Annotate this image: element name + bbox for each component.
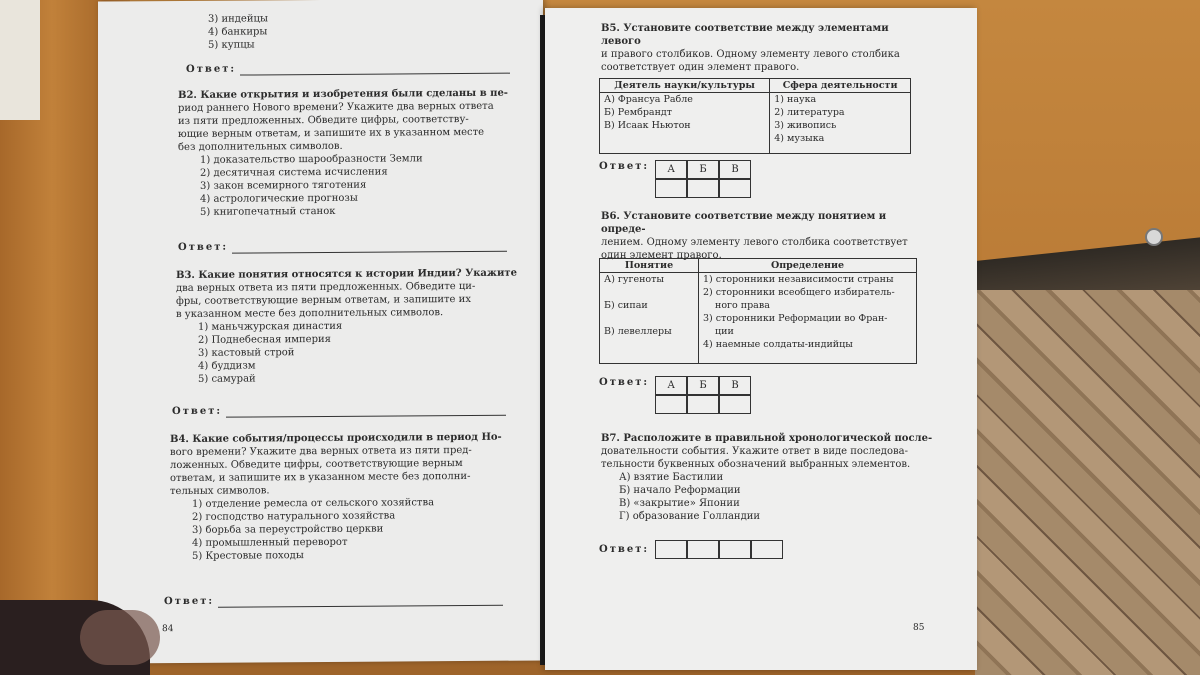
- answer-blank[interactable]: [218, 595, 503, 608]
- question-b7: [601, 432, 941, 523]
- table-cell: ного права: [715, 300, 770, 311]
- question-b5: [601, 22, 931, 74]
- table-cell: А) Франсуа Рабле: [604, 94, 693, 105]
- question-text: один элемент правого.: [601, 250, 722, 261]
- question-b4: [170, 431, 520, 563]
- table-cell: 4) музыка: [774, 133, 825, 144]
- table-cell: 3) живопись: [774, 120, 837, 131]
- option: 5) купцы: [208, 39, 255, 51]
- question-title: В3. Какие понятия относятся к истории Индии? Укажите: [176, 267, 517, 282]
- paper-corner: [0, 0, 40, 120]
- grid-cell[interactable]: [687, 540, 719, 559]
- match-table-b6: [599, 258, 917, 364]
- table-cell: В) левеллеры: [604, 326, 672, 337]
- grid-cell[interactable]: [751, 540, 783, 559]
- option[interactable]: 4) буддизм: [198, 360, 256, 372]
- question-text: без дополнительных символов.: [178, 140, 343, 153]
- answer-label: Ответ:: [178, 241, 229, 253]
- right-page: [545, 8, 977, 670]
- question-text: ответам, и запишите их в указанном месте без дополни-: [170, 470, 471, 485]
- table-cell: А) гугеноты: [604, 274, 664, 285]
- answer-blank[interactable]: [240, 63, 510, 76]
- option[interactable]: 5) Крестовые походы: [192, 550, 304, 562]
- table-cell: Б) Рембрандт: [604, 107, 673, 118]
- table-cell: 2) сторонники всеобщего избиратель-: [703, 287, 895, 298]
- answer-label: Ответ:: [599, 377, 650, 388]
- question-b2: [178, 87, 523, 219]
- grid-letter: А: [655, 160, 687, 179]
- match-table-b5: [599, 78, 911, 154]
- grid-letter: В: [719, 376, 751, 395]
- option[interactable]: 3) кастовый строй: [198, 347, 295, 359]
- question-text: из пяти предложенных. Обведите цифры, соответству-: [178, 113, 469, 127]
- option: Б) начало Реформации: [619, 485, 741, 496]
- answer-blank[interactable]: [232, 241, 507, 254]
- grid-letter: А: [655, 376, 687, 395]
- option[interactable]: 5) книгопечатный станок: [200, 205, 336, 218]
- page-number: 84: [162, 624, 174, 635]
- option[interactable]: 2) Поднебесная империя: [198, 333, 331, 346]
- question-text: В6. Установите соответствие между понятием и опреде-: [601, 211, 887, 235]
- option[interactable]: 1) маньчжурская династия: [198, 320, 343, 333]
- option[interactable]: 5) самурай: [198, 373, 256, 385]
- grid-cell[interactable]: [719, 540, 751, 559]
- answer-blank[interactable]: [226, 405, 506, 418]
- question-title: В2. Какие открытия и изобретения были сделаны в пе-: [178, 87, 508, 101]
- question-text: довательности события. Укажите ответ в виде последова-: [601, 446, 908, 457]
- page-number: 85: [913, 623, 925, 633]
- answer-label: Ответ:: [164, 595, 215, 608]
- answer-line: [164, 593, 503, 608]
- grid-cell[interactable]: [687, 395, 719, 414]
- table-cell: 1) наука: [774, 94, 817, 105]
- option[interactable]: 3) закон всемирного тяготения: [200, 179, 367, 192]
- question-text: в указанном месте без дополнительных символов.: [176, 307, 444, 321]
- option[interactable]: 1) отделение ремесла от сельского хозяйства: [192, 497, 435, 510]
- answer-label: Ответ:: [172, 405, 223, 418]
- top-options: [208, 12, 268, 51]
- question-text: вого времени? Укажите два верных ответа из пяти пред-: [170, 444, 472, 459]
- option[interactable]: 4) астрологические прогнозы: [200, 192, 358, 205]
- answer-label: Ответ:: [186, 63, 237, 75]
- table-cell: В) Исаак Ньютон: [604, 120, 691, 131]
- question-text: лением. Одному элементу левого столбика соответствует: [601, 237, 908, 248]
- answer-line: [172, 403, 506, 418]
- column-header: Понятие: [600, 259, 699, 273]
- question-title: В4. Какие события/процессы происходили в период Но-: [170, 431, 502, 446]
- grid-cell[interactable]: [719, 179, 751, 198]
- grid-cell[interactable]: [655, 540, 687, 559]
- question-text: фры, соответствующие верным ответам, и запишите их: [176, 293, 471, 308]
- option: А) взятие Бастилии: [619, 472, 724, 483]
- table-cell: ции: [715, 326, 734, 337]
- option: Г) образование Голландии: [619, 511, 761, 522]
- question-text: риод раннего Нового времени? Укажите два верных ответа: [178, 100, 494, 114]
- left-page: [98, 0, 543, 664]
- question-b6: [601, 210, 931, 262]
- table-cell: 3) сторонники Реформации во Фран-: [703, 313, 888, 324]
- question-b3: [176, 267, 521, 386]
- question-text: два верных ответа из пяти предложенных. Обведите ци-: [176, 280, 476, 295]
- question-text: и правого столбиков. Одному элементу левого столбика: [601, 49, 900, 60]
- table-cell: Б) сипаи: [604, 300, 648, 311]
- answer-grid-b7: [599, 540, 783, 559]
- grid-cell[interactable]: [655, 395, 687, 414]
- grid-letter: В: [719, 160, 751, 179]
- question-text: соответствует один элемент правого.: [601, 62, 800, 73]
- table-cell: 4) наемные солдаты-индийцы: [703, 339, 853, 350]
- answer-line: [186, 61, 510, 76]
- grid-letter: Б: [687, 160, 719, 179]
- answer-label: Ответ:: [599, 544, 650, 555]
- answer-line: [178, 239, 507, 254]
- option[interactable]: 3) борьба за переустройство церкви: [192, 523, 384, 536]
- screw-head: [1145, 228, 1163, 246]
- option: В) «закрытие» Японии: [619, 498, 740, 509]
- column-header: Деятель науки/культуры: [600, 79, 770, 93]
- grid-cell[interactable]: [687, 179, 719, 198]
- answer-grid-b5: [599, 160, 751, 198]
- question-text: ложенных. Обведите цифры, соответствующие верным: [170, 458, 463, 472]
- table-cell: 2) литература: [774, 107, 845, 118]
- option[interactable]: 4) промышленный переворот: [192, 536, 348, 549]
- cloth-trim: [80, 610, 160, 665]
- option[interactable]: 1) доказательство шарообразности Земли: [200, 153, 423, 166]
- option[interactable]: 2) господство натурального хозяйства: [192, 510, 396, 523]
- parquet-floor: [975, 290, 1200, 675]
- grid-letter: Б: [687, 376, 719, 395]
- question-text: В5. Установите соответствие между элементами левого: [601, 23, 889, 47]
- column-header: Определение: [699, 259, 917, 273]
- option[interactable]: 2) десятичная система исчисления: [200, 166, 388, 179]
- answer-grid-b6: [599, 376, 751, 414]
- question-text: ющие верным ответам, и запишите их в указанном месте: [178, 126, 485, 140]
- question-text: тельных символов.: [170, 485, 270, 498]
- answer-label: Ответ:: [599, 161, 650, 172]
- question-text: В7. Расположите в правильной хронологической после-: [601, 433, 933, 444]
- option: 3) индейцы: [208, 13, 268, 25]
- question-text: тельности буквенных обозначений выбранных элементов.: [601, 459, 911, 470]
- table-cell: 1) сторонники независимости страны: [703, 274, 894, 285]
- grid-cell[interactable]: [719, 395, 751, 414]
- grid-cell[interactable]: [655, 179, 687, 198]
- option: 4) банкиры: [208, 26, 268, 38]
- column-header: Сфера деятельности: [770, 79, 911, 93]
